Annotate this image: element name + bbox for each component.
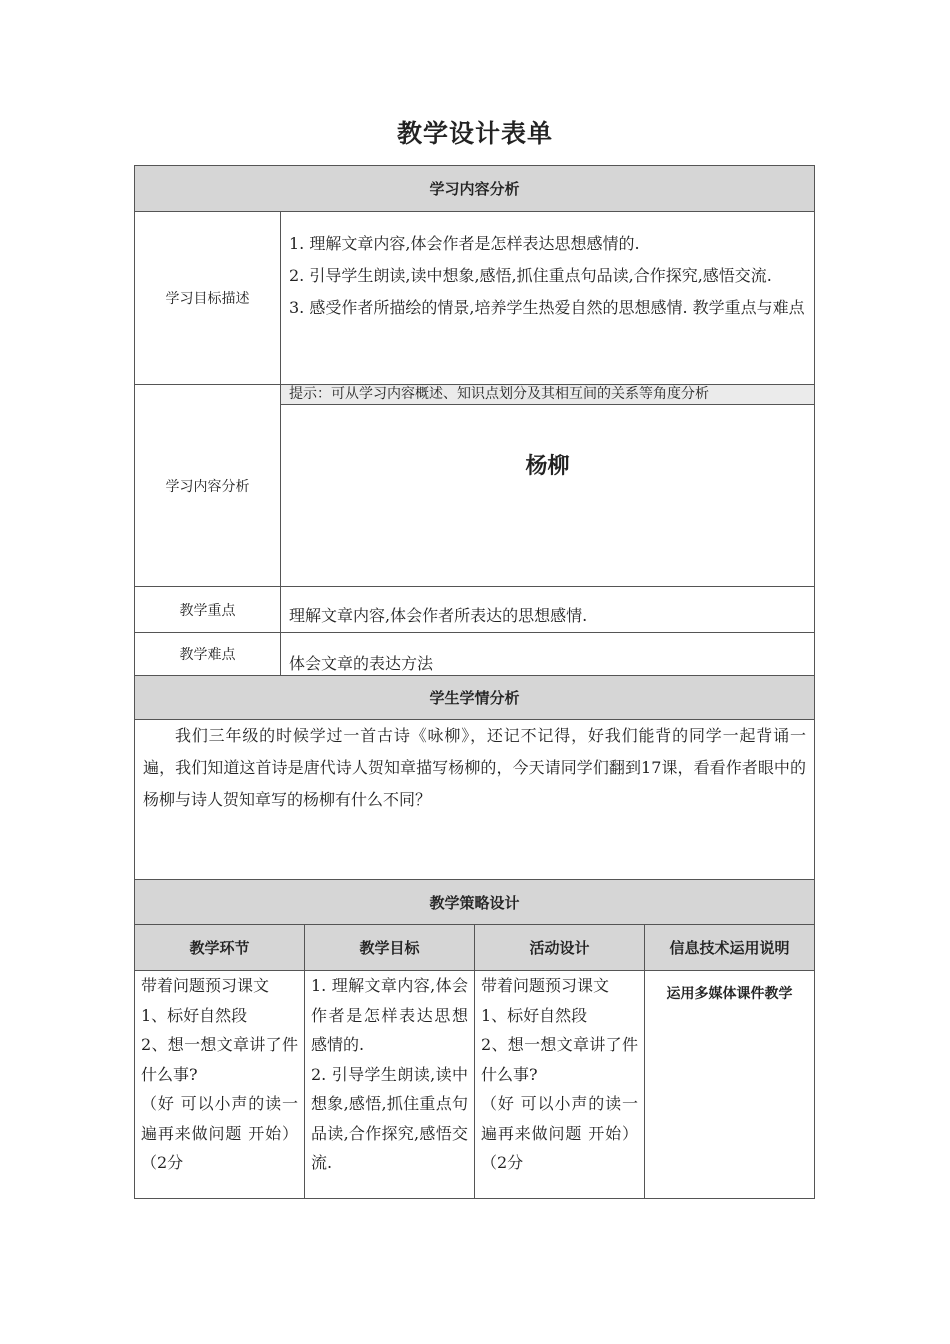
difficulty-text: 体会文章的表达方法 xyxy=(280,632,815,676)
page-title: 教学设计表单 xyxy=(396,119,553,148)
cell-line: 带着问题预习课文 xyxy=(481,976,610,995)
cell-line: 带着问题预习课文 xyxy=(141,976,270,995)
content-hint: 提示：可从学习内容概述、知识点划分及其相互间的关系等角度分析 xyxy=(280,384,815,405)
key-point-text: 理解文章内容,体会作者所表达的思想感情. xyxy=(280,586,815,633)
objectives-text xyxy=(280,211,815,385)
lesson-topic: 杨柳 xyxy=(525,454,570,479)
column-header-activity: 活动设计 xyxy=(474,924,645,971)
content-analysis-body xyxy=(280,404,815,587)
cell-line: 1. 理解文章内容,体会作者是怎样表达思想感情的. xyxy=(311,976,468,1054)
objectives-label: 学习目标描述 xyxy=(134,211,281,385)
objective-item: 1. 理解文章内容,体会作者是怎样表达思想感情的. xyxy=(289,234,640,253)
section-header-learner-analysis: 学生学情分析 xyxy=(134,675,815,720)
cell-line: 2、想一想文章讲了件什么事? xyxy=(481,1035,638,1084)
column-header-stage: 教学环节 xyxy=(134,924,305,971)
content-analysis-label: 学习内容分析 xyxy=(134,384,281,587)
cell-line: （好 可以小声的读一遍再来做问题 开始）（2分 xyxy=(481,1094,638,1172)
tech-text: 运用多媒体课件教学 xyxy=(666,986,793,1002)
objective-item: 3. 感受作者所描绘的情景,培养学生热爱自然的思想感情. 教学重点与难点 xyxy=(289,298,805,317)
tech-cell xyxy=(644,970,815,1199)
difficulty-label: 教学难点 xyxy=(134,632,281,676)
cell-line: 2、想一想文章讲了件什么事? xyxy=(141,1035,298,1084)
cell-line: 1、标好自然段 xyxy=(141,1005,248,1025)
cell-line: 2. 引导学生朗读,读中想象,感悟,抓住重点句品读,合作探究,感悟交流. xyxy=(311,1064,468,1172)
objective-item: 2. 引导学生朗读,读中想象,感悟,抓住重点句品读,合作探究,感悟交流. xyxy=(289,266,772,285)
column-header-tech: 信息技术运用说明 xyxy=(644,924,815,971)
section-header-strategy-design: 教学策略设计 xyxy=(134,879,815,925)
goal-cell xyxy=(304,970,475,1199)
activity-cell xyxy=(474,970,645,1199)
cell-line: 1、标好自然段 xyxy=(481,1005,588,1025)
section-header-content-analysis: 学习内容分析 xyxy=(134,165,815,212)
column-header-goal: 教学目标 xyxy=(304,924,475,971)
stage-cell xyxy=(134,970,305,1199)
cell-line: （好 可以小声的读一遍再来做问题 开始）（2分 xyxy=(141,1094,298,1172)
key-point-label: 教学重点 xyxy=(134,586,281,633)
learner-analysis-text: 我们三年级的时候学过一首古诗《咏柳》，还记不记得，好我们能背的同学一起背诵一遍，我们知道这首诗是唐代诗人贺知章描写杨柳的，今天请同学们翻到17课，看看作者眼中的杨柳与诗人贺知章写的杨柳有什么不同？ xyxy=(134,719,815,880)
